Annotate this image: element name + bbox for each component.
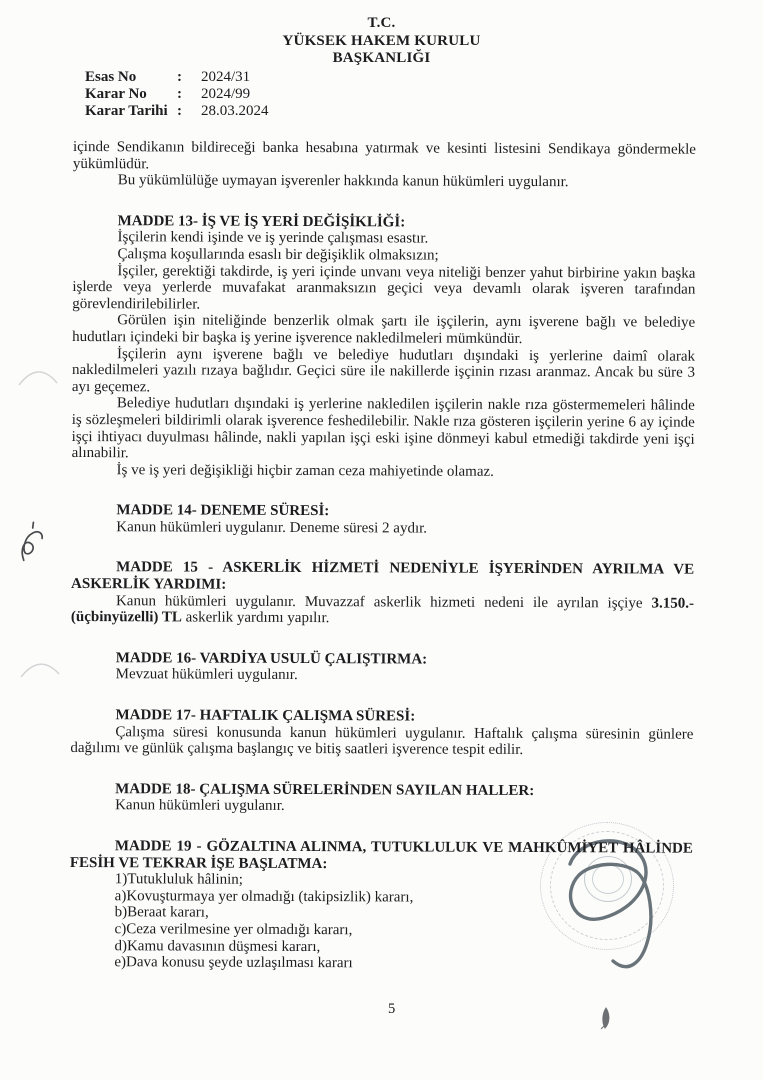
list-item-e: e)Dava konusu şeyde uzlaşılması kararı (114, 954, 353, 972)
case-value: 28.03.2024 (201, 102, 269, 119)
paragraph: 1)Tutukluluk hâlinin; (114, 871, 244, 888)
case-separator: : (177, 69, 182, 85)
court-header (0, 15, 763, 68)
paragraph: Kanun hükümleri uygulanır. (115, 797, 285, 815)
case-separator: : (177, 85, 182, 102)
article-heading-madde-18: MADDE 18- ÇALIŞMA SÜRELERİNDEN SAYILAN HALLER: (115, 781, 535, 799)
paragraph: İşçilerin aynı işverene bağlı ve belediye hudutları dışındaki iş yerlerine daimî olarak nakledilmeleri yazılı rızaya bağlıdır. Geçici süre ile nakillerde işçinin rızası aranmaz. Ancak bu süre 3 ayı geçemez. (71, 345, 696, 396)
paragraph: Kanun hükümleri uygulanır. Deneme süresi 2 aydır. (116, 519, 428, 537)
article-heading-madde-15: MADDE 15 - ASKERLİK HİZMETİ NEDENİYLE İŞYERİNDEN AYRILMA VE ASKERLİK YARDIMI: (71, 559, 695, 593)
document-body (69, 139, 696, 973)
case-label: Esas No (85, 69, 137, 85)
pen-arc-mark-icon (16, 366, 60, 388)
paragraph: İşçiler, gerektiği takdirde, iş yeri içinde unvanı veya niteliği benzer yahut birbirine yakın başka işlerde veya yerlerde muvafakat aranmaksızın geçici veya devamlı olarak işveren tarafından görevlendirilebilirler. (72, 262, 696, 313)
case-row-karar-tarihi (85, 103, 269, 120)
paragraph-text: askerlik yardımı yapılır. (181, 609, 330, 627)
paragraph: Çalışma süresi konusunda kanun hükümleri uygulanır. Haftalık çalışma süresinin günlere dağılımı ve günlük çalışma başlangıç ve bitiş saatleri işverence tespit edilir. (70, 723, 694, 759)
article-heading-madde-17: MADDE 17- HAFTALIK ÇALIŞMA SÜRESİ: (115, 707, 416, 725)
page-number: 5 (388, 1001, 396, 1017)
case-separator: : (177, 102, 182, 119)
paragraph: Belediye hudutları dışındaki iş yerlerine nakledilen işçilerin nakle rıza göstermemeleri hâlinde iş sözleşmeleri bildirimli olarak işverence feshedilebilir. Nakle rıza gösteren işçilerin yerine 6 ay içinde işçi ihtiyacı duyulması hâlinde, nakli yapılan işçi eski işine dönmeyi kabul etmediği takdirde yeni işçi alınabilir. (71, 395, 695, 462)
case-row-esas-no (85, 69, 269, 86)
ink-blot-icon (597, 1006, 613, 1030)
paragraph: Görülen işin niteliğinde benzerlik olmak şartı ile işçilerin, aynı işverene bağlı ve belediye hudutları içindeki bir başka iş yerine işverence nakledilmeleri mümkündür. (72, 312, 696, 347)
paragraph: Mevzuat hükümleri uygulanır. (115, 666, 298, 684)
case-label: Karar Tarihi (85, 102, 168, 119)
paragraph-text: Kanun hükümleri uygulanır. Muvazzaf askerlik hizmeti nedeni ile ayrılan işçiye (115, 592, 652, 612)
case-value: 2024/31 (201, 69, 251, 85)
case-row-karar-no (85, 86, 269, 103)
case-info-block (85, 69, 269, 120)
continuation-paragraph: içinde Sendikanın bildireceği banka hesabına yatırmak ve kesinti listesini Sendikaya göndermekle yükümlüdür. (72, 139, 696, 172)
list-item-a: a)Kovuşturmaya yer olmadığı (takipsizlik) kararı, (114, 887, 414, 906)
case-label: Karar No (85, 85, 147, 102)
paragraph: İşçilerin kendi işinde ve iş yerinde çalışması esastır. (117, 229, 429, 247)
court-name: YÜKSEK HAKEM KURULU (282, 32, 481, 49)
paragraph: İş ve iş yeri değişikliği hiçbir zaman ceza mahiyetinde olamaz. (116, 461, 494, 480)
case-value: 2024/99 (201, 85, 251, 102)
republic-abbreviation: T.C. (367, 15, 396, 31)
article-heading-madde-14: MADDE 14- DENEME SÜRESİ: (116, 502, 330, 520)
paragraph: Çalışma koşullarında esaslı bir değişiklik olmaksızın; (117, 246, 439, 264)
list-item-b: b)Beraat kararı, (114, 904, 209, 921)
list-item-d: d)Kamu davasının düşmesi kararı, (114, 937, 321, 955)
paragraph: Bu yükümlülüğe uymayan işverenler hakkında kanun hükümleri uygulanır. (117, 172, 569, 191)
list-item-c: c)Ceza verilmesine yer olmadığı kararı, (114, 921, 353, 939)
article-heading-madde-13: MADDE 13- İŞ VE İŞ YERİ DEĞİŞİKLİĞİ: (117, 212, 406, 231)
handwritten-paraph-icon (1, 512, 62, 572)
article-heading-madde-19: MADDE 19 - GÖZALTINA ALINMA, TUTUKLULUK VE MAHKÛMİYET HÂLİNDE FESİH VE TEKRAR İŞE BAŞLATMA: (69, 838, 693, 872)
paragraph-with-bold-amount (71, 593, 694, 629)
court-presidency: BAŞKANLIĞI (332, 50, 431, 66)
pen-arc-mark-icon (18, 658, 62, 680)
article-heading-madde-16: MADDE 16- VARDİYA USULÜ ÇALIŞTIRMA: (115, 650, 428, 668)
military-aid-amount: 3.150.-(üçbinyüzelli) TL (70, 595, 695, 626)
